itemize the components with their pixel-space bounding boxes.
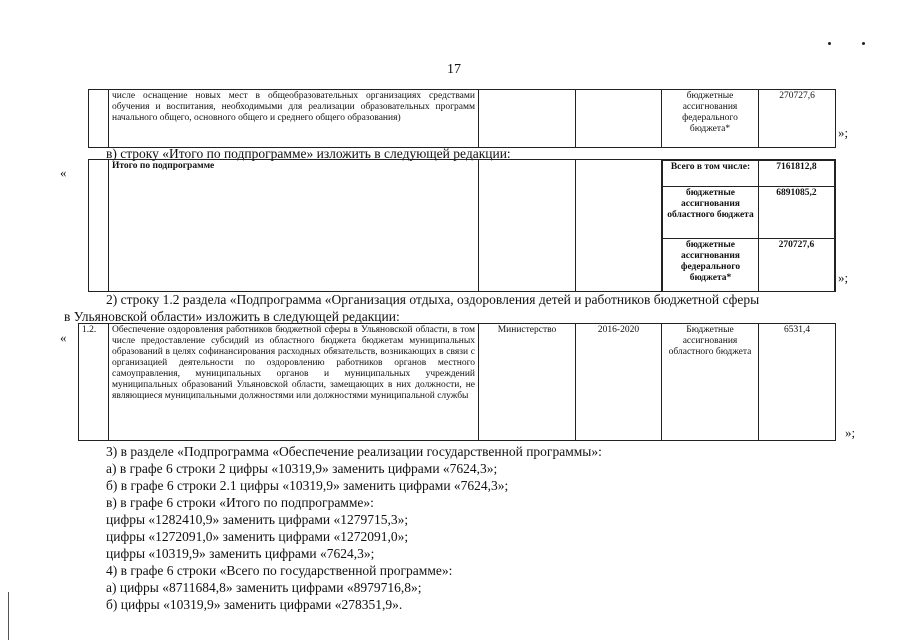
closing-quote: »;: [838, 125, 849, 140]
text-line: цифры «1282410,9» заменить цифрами «1279715,3»;: [106, 512, 409, 527]
table-total: [88, 159, 836, 292]
cell-period: 2016-2020: [576, 324, 662, 441]
cell-executor: [479, 160, 576, 292]
scan-dot: [862, 42, 865, 45]
cell-name: Итого по подпрограмме: [109, 160, 479, 292]
paragraph-b: в) строку «Итого по подпрограмме» изложить в следующей редакции:: [106, 146, 511, 161]
paragraph-2-line2: в Ульяновской области» изложить в следующей редакции:: [64, 309, 400, 324]
text-line: а) цифры «8711684,8» заменить цифрами «8979716,8»;: [106, 580, 422, 595]
funding-value: 270727,6: [758, 239, 834, 291]
closing-quote: »;: [845, 425, 856, 440]
text-line: а) в графе 6 строки 2 цифры «10319,9» заменить цифрами «7624,3»;: [106, 461, 498, 476]
opening-quote: «: [60, 330, 67, 345]
funding-value: 6891085,2: [758, 187, 834, 239]
cell-num: [89, 90, 109, 148]
text-line: б) в графе 6 строки 2.1 цифры «10319,9» заменить цифрами «7624,3»;: [106, 478, 509, 493]
text-line: в) в графе 6 строки «Итого по подпрограмме»:: [106, 495, 374, 510]
table-row-1-2: [78, 323, 836, 441]
text-line: б) цифры «10319,9» заменить цифрами «278351,9».: [106, 597, 403, 612]
scan-edge-line: [8, 592, 9, 640]
text-line: цифры «10319,9» заменить цифрами «7624,3»;: [106, 546, 375, 561]
cell-text: Обеспечение оздоровления работников бюджетной сферы в Ульяновской области, в том числе предоставление субсидий из областного бюджета бюджетам муниципальных образований в целях софинансирования расходных обязательств, возникающих в связи с организацией деятельности по оздоровлению работников органов местного самоуправления, муниципальных органов и муниципальных учреждений муниципальных образований Ульяновской области, замещающих в них должности, не являющиеся муниципальными должностями или должностями муниципальной службы: [109, 324, 479, 441]
paragraph-2-line1: 2) строку 1.2 раздела «Подпрограмма «Организация отдыха, оздоровления детей и работников бюджетной сферы: [106, 292, 760, 307]
cell-funding: бюджетные ассигнования федерального бюджета*: [662, 90, 759, 148]
cell-period: [576, 90, 662, 148]
cell-num: [89, 160, 109, 292]
cell-amount: 270727,6: [759, 90, 836, 148]
closing-quote: »;: [838, 270, 849, 285]
text-line: 4) в графе 6 строки «Всего по государственной программе»:: [106, 563, 453, 578]
scan-dot: [828, 42, 831, 45]
cell-num: 1.2.: [79, 324, 109, 441]
cell-funding-breakdown: [662, 160, 836, 292]
funding-label: бюджетные ассигнования федерального бюджета*: [663, 239, 759, 291]
cell-amount: 6531,4: [759, 324, 836, 441]
funding-value: 7161812,8: [758, 161, 834, 187]
page-number: 17: [447, 62, 461, 77]
cell-text: числе оснащение новых мест в общеобразовательных организациях средствами обучения и воспитания, необходимыми для реализации образовательных программ начального общего, основного общего и среднего общего образования): [109, 90, 479, 148]
funding-label: бюджетные ассигнования областного бюджета: [663, 187, 759, 239]
table-continued-row: [88, 89, 836, 148]
cell-period: [576, 160, 662, 292]
cell-executor: [479, 90, 576, 148]
text-line: 3) в разделе «Подпрограмма «Обеспечение реализации государственной программы»:: [106, 444, 602, 459]
cell-funding: Бюджетные ассигнования областного бюджета: [662, 324, 759, 441]
cell-executor: Министерство: [479, 324, 576, 441]
text-line: цифры «1272091,0» заменить цифрами «1272091,0»;: [106, 529, 409, 544]
opening-quote: «: [60, 165, 67, 180]
funding-label: Всего в том числе:: [663, 161, 759, 187]
